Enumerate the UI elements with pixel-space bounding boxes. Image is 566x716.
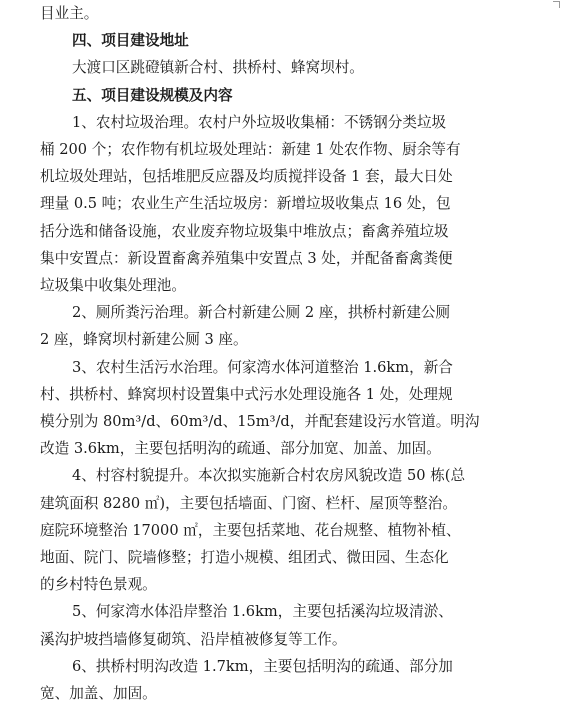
paragraph-5-line-1: 5、何家湾水体沿岸整治 1.6km，主要包括溪沟垃圾清淤、 xyxy=(72,603,453,621)
section-heading-4: 四、项目建设地址 xyxy=(72,32,189,50)
paragraph-4-line-2: 建筑面积 8280 ㎡)，主要包括墙面、门窗、栏杆、屋顶等整治。 xyxy=(40,494,457,512)
paragraph-4-line-5: 的乡村特色景观。 xyxy=(40,576,157,594)
paragraph-4-line-1: 4、村容村貌提升。本次拟实施新合村农房风貌改造 50 栋(总 xyxy=(72,467,466,485)
paragraph-4-line-3: 庭院环境整治 17000 ㎡，主要包括菜地、花台规整、植物补植、 xyxy=(40,521,461,539)
paragraph-1-line-4: 理量 0.5 吨；农业生产生活垃圾房：新增垃圾收集点 16 处，包 xyxy=(40,195,451,213)
paragraph-6-line-2: 宽、加盖、加固。 xyxy=(40,685,157,702)
page-corner-mark xyxy=(553,1,560,8)
paragraph-3-line-2: 村、拱桥村、蜂窝坝村设置集中式污水处理设施各 1 处，处理规 xyxy=(40,385,453,403)
paragraph-6-line-1: 6、拱桥村明沟改造 1.7km，主要包括明沟的疏通、部分加 xyxy=(72,657,453,675)
address-line: 大渡口区跳磴镇新合村、拱桥村、蜂窝坝村。 xyxy=(72,59,364,77)
paragraph-2-line-1: 2、厕所粪污治理。新合村新建公厕 2 座，拱桥村新建公厕 xyxy=(72,304,451,322)
paragraph-3-line-4: 改造 3.6km，主要包括明沟的疏通、部分加宽、加盖、加固。 xyxy=(40,440,441,458)
paragraph-1-line-7: 垃圾集中收集处理池。 xyxy=(40,277,186,294)
paragraph-1-line-2: 桶 200 个；农作物有机垃圾处理站：新建 1 处农作物、厨余等有 xyxy=(40,141,461,158)
paragraph-3-line-1: 3、农村生活污水治理。何家湾水体河道整治 1.6km，新合 xyxy=(72,358,453,376)
paragraph-3-line-3: 模分别为 80m³/d、60m³/d、15m³/d，并配套建设污水管道。明沟 xyxy=(40,413,480,430)
text-line-1: 目业主。 xyxy=(40,5,99,22)
paragraph-1-line-3: 机垃圾处理站，包括堆肥反应器及均质搅拌设备 1 套，最大日处 xyxy=(40,168,453,186)
paragraph-1-line-5: 括分选和储备设施，农业废弃物垃圾集中堆放点；畜禽养殖垃圾 xyxy=(40,222,449,240)
paragraph-1-line-1: 1、农村垃圾治理。农村户外垃圾收集桶：不锈钢分类垃圾 xyxy=(72,113,447,131)
paragraph-1-line-6: 集中安置点：新设置畜禽养殖集中安置点 3 处，并配备畜禽粪便 xyxy=(40,249,453,267)
section-heading-5: 五、项目建设规模及内容 xyxy=(72,86,233,104)
paragraph-5-line-2: 溪沟护坡挡墙修复砌筑、沿岸植被修复等工作。 xyxy=(40,630,347,648)
paragraph-2-line-2: 2 座，蜂窝坝村新建公厕 3 座。 xyxy=(40,331,248,349)
paragraph-4-line-4: 地面、院门、院墙修整；打造小规模、组团式、微田园、生态化 xyxy=(40,549,449,566)
